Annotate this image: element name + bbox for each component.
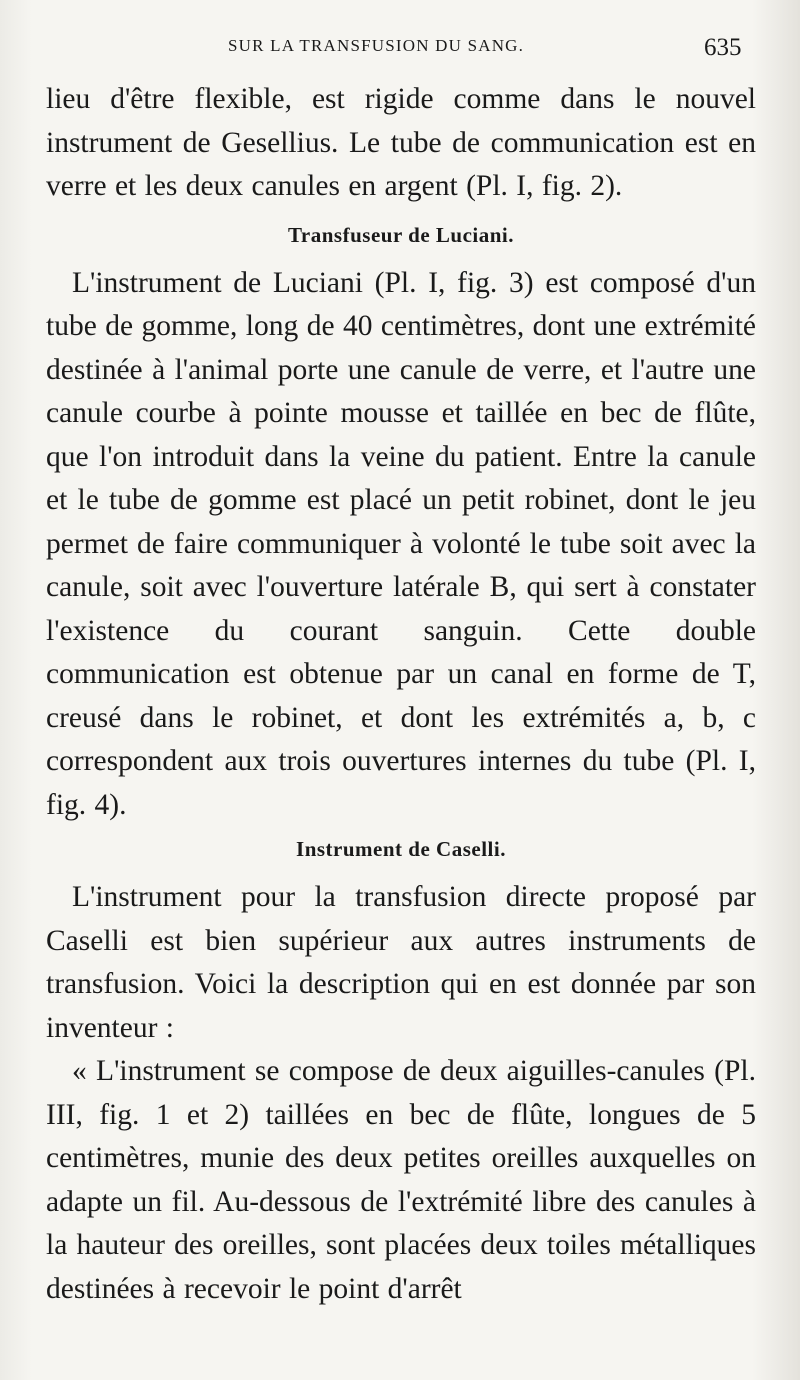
- page-number: 635: [704, 34, 742, 61]
- paragraph-caselli-intro: L'instrument pour la transfusion directe proposé par Caselli est bien supérieur aux autres instruments de transfusion. Voici la description qui en est donnée par son inventeur :: [46, 881, 756, 1044]
- page-header: [0, 34, 800, 64]
- page-body: [46, 78, 756, 1311]
- running-title: SUR LA TRANSFUSION DU SANG.: [228, 36, 525, 55]
- paragraph-gesellius-end: lieu d'être flexible, est rigide comme dans le nouvel instrument de Gesellius. Le tube de communication est en verre et les deux canules en argent (Pl. I, fig. 2).: [46, 83, 756, 202]
- paragraph-luciani: L'instrument de Luciani (Pl. I, fig. 3) est composé d'un tube de gomme, long de 40 centimètres, dont une extrémité destinée à l'animal porte une canule de verre, et l'autre une canule courbe à pointe mousse et taillée en bec de flûte, que l'on introduit dans la veine du patient. Entre la canule et le tube de gomme est placé un petit robinet, dont le jeu permet de faire communiquer à volonté le tube soit avec la canule, soit avec l'ouverture latérale B, qui sert à constater l'existence du courant sanguin. Cette double communication est obtenue par un canal en forme de T, creusé dans le robinet, et dont les extrémités a, b, c correspondent aux trois ouvertures internes du tube (Pl. I, fig. 4).: [46, 266, 756, 821]
- paragraph-caselli-quote: « L'instrument se compose de deux aiguilles-canules (Pl. III, fig. 1 et 2) taillées en bec de flûte, longues de 5 centimètres, munie des deux petites oreilles auxquelles on adapte un fil. Au-dessous de l'extrémité libre des canules à la hauteur des oreilles, sont placées deux toiles métalliques destinées à recevoir le point d'arrêt: [46, 1055, 756, 1305]
- section-title-luciani: Transfuseur de Luciani.: [287, 222, 514, 247]
- section-title-caselli: Instrument de Caselli.: [296, 837, 506, 861]
